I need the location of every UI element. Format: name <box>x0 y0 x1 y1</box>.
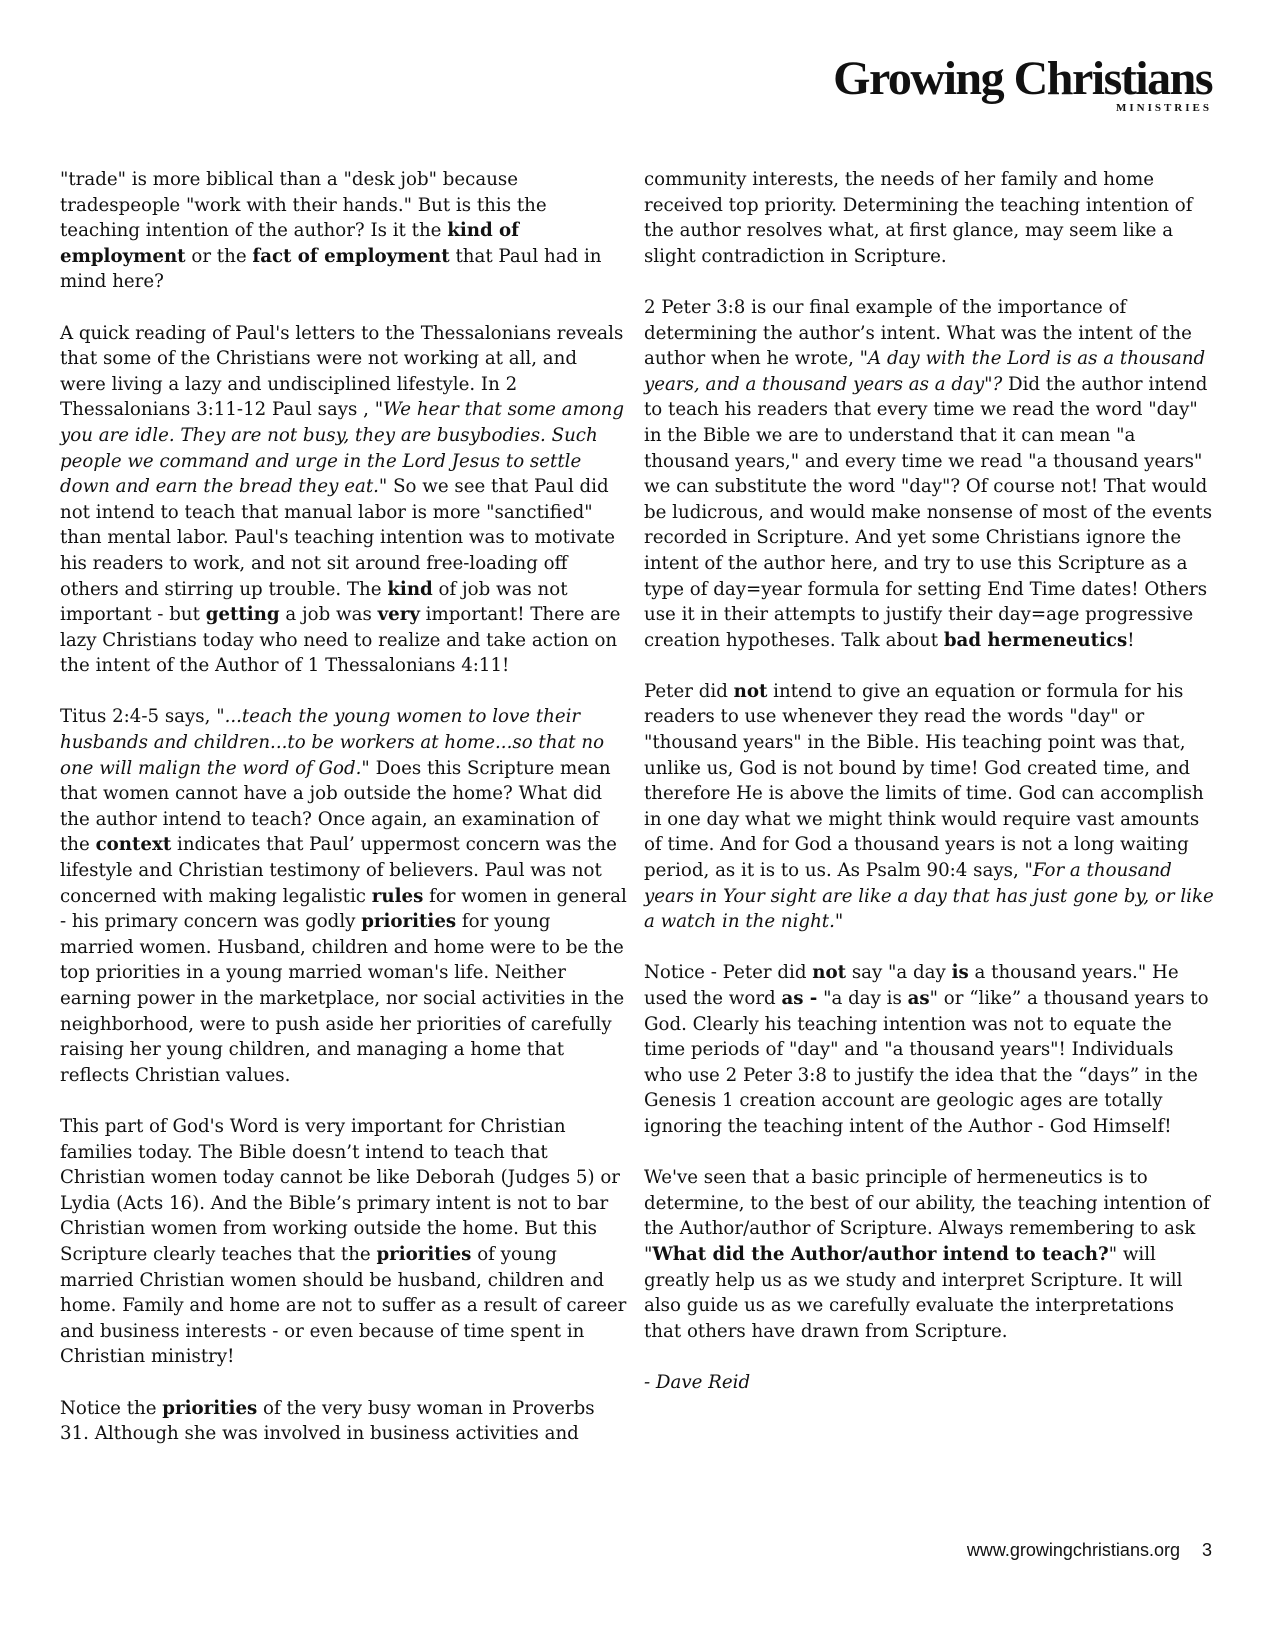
bold-text: as - <box>781 988 818 1009</box>
bold-text: context <box>95 834 172 856</box>
text-run: A quick reading of Paul's letters to the Thessalonians reveals that some of the Christians were not working at all, and were living a lazy and undisciplined lifestyle. In 2 Thessalonians 3:11-12 Paul says , <box>60 322 624 421</box>
paragraph <box>644 960 1216 1139</box>
text-run: intend to give an equation or formula for his readers to use whenever they read the words "day" or "thousand years" in the Bible. His teaching point was that, unlike us, God is not bound by time! God created time, and therefore He is above the limits of time. God can accomplish in one day what we might think would require vast amounts of time. And for God a thousand years is not a long waiting period, as it is to us. As Psalm 90:4 says, <box>644 680 1204 882</box>
text-run: say "a day <box>846 962 952 984</box>
text-run: ! <box>1127 629 1135 651</box>
bold-text: What did the Author/author intend to teach? <box>652 1243 1109 1265</box>
text-run: community interests, the needs of her family and home received top priority. Determining the teaching intention of the author resolves what, at first glance, may seem like a slight contradiction in Scripture. <box>644 169 1193 267</box>
paragraph <box>644 295 1216 653</box>
paragraph <box>60 704 628 1088</box>
right-column <box>644 167 1216 1421</box>
text-run: a thousand years." He used the word <box>644 962 1179 1009</box>
text-run: "trade" is more biblical than a "desk job" because tradespeople "work with their hands." But is this the teaching intention of the author? Is it the <box>60 169 547 242</box>
text-run: that Paul had in mind here? <box>60 245 602 293</box>
left-column <box>60 167 628 1472</box>
text-run: for women in general - his primary concern was godly <box>60 885 627 933</box>
bold-text: is <box>951 962 969 984</box>
text-run: Notice - Peter did <box>644 962 813 984</box>
text-run: important! There are lazy Christians today who need to realize and take action on the intent of the Author of 1 Thessalonians 4:11! <box>60 604 621 677</box>
paragraph <box>644 1370 1216 1396</box>
bold-text: priorities <box>376 1243 472 1265</box>
text-run: We've seen that a basic principle of hermeneutics is to determine, to the best of our ability, the teaching intention of the Author/author of Scripture. Always remembering to ask " <box>644 1167 1210 1265</box>
paragraph <box>60 167 628 295</box>
text-run: " will greatly help us as we study and interpret Scripture. It will also guide us as we carefully evaluate the interpretations that others have drawn from Scripture. <box>644 1243 1183 1342</box>
italic-text: - Dave Reid <box>644 1371 751 1393</box>
bold-text: priorities <box>361 911 457 933</box>
bold-text: kind <box>387 578 433 600</box>
text-run: Did the author intend to teach his readers that every time we read the word "day" in the Bible we are to understand that it can mean "a thousand years," and every time we read "a thousand years" we can substitute the word "day"? Of course not! That would be ludicrous, and would make nonsense of most of the events recorded in Scripture. And yet some Christians ignore the intent of the author here, and try to use this Scripture as a type of day=year formula for setting End Time dates! Others use it in their attempts to justify their day=age progressive creation hypotheses. Talk about <box>644 373 1213 651</box>
italic-text: "A day with the Lord is as a thousand years, and a thousand years as a day"? <box>644 348 1206 395</box>
footer-url: www.growingchristians.org <box>966 1540 1180 1560</box>
bold-text: rules <box>371 885 424 907</box>
paragraph <box>644 1165 1216 1344</box>
text-run: or the <box>185 245 253 267</box>
text-run: Does this Scripture mean that women cannot have a job outside the home? What did the author intend to teach? Once again, an examination of the <box>60 757 611 856</box>
text-run: indicates that Paul’ uppermost concern was the lifestyle and Christian testimony of believers. Paul was not concerned with making legalistic <box>60 834 617 907</box>
text-run: 2 Peter 3:8 is our final example of the importance of determining the author’s intent. What was the intent of the author when he wrote, <box>644 296 1192 370</box>
page-footer <box>967 1540 1212 1561</box>
bold-text: bad hermeneutics <box>943 629 1128 651</box>
text-run: a job was <box>279 604 378 626</box>
logo-subtitle: MINISTRIES <box>1115 102 1212 114</box>
logo-title: Growing Christians <box>833 52 1212 105</box>
paragraph <box>644 679 1216 935</box>
bold-text: as <box>907 988 930 1009</box>
text-run: Notice the <box>60 1397 163 1419</box>
text-run: So we see that Paul did not intend to teach that manual labor is more "sanctified" than mental labor. Paul's teaching intention was to motivate his readers to work, and not sit around free-loading off others and stirring up trouble. The <box>60 476 615 600</box>
text-run: Peter did <box>644 680 734 702</box>
paragraph <box>60 1396 628 1447</box>
paragraph <box>644 167 1216 269</box>
bold-text: priorities <box>162 1397 258 1419</box>
italic-text: "We hear that some among you are idle. They are not busy, they are busybodies. Such people we command and urge in the Lord Jesus to settle down and earn the bread they eat." <box>60 399 625 498</box>
text-run: This part of God's Word is very important for Christian families today. The Bible doesn’t intend to teach that Christian women today cannot be like Deborah (Judges 5) or Lydia (Acts 16). And the Bible’s primary intent is not to bar Christian women from working outside the home. But this Scripture clearly teaches that the <box>60 1115 620 1265</box>
bold-text: fact of employment <box>252 245 450 267</box>
bold-text: getting <box>205 604 280 626</box>
bold-text: kind of employment <box>60 220 519 267</box>
text-run: of job was not important - but <box>60 578 568 626</box>
paragraph <box>60 1114 628 1370</box>
text-run: "a day is <box>817 988 908 1009</box>
text-run: of young married Christian women should be husband, children and home. Family and home are not to suffer as a result of career and business interests - or even because of time spent in Christian ministry! <box>60 1243 627 1368</box>
text-run: Titus 2:4-5 says, <box>60 706 217 728</box>
text-run: " or “like” a thousand years to God. Clearly his teaching intention was not to equate the time periods of "day" and "a thousand years"! Individuals who use 2 Peter 3:8 to justify the idea that the “days” in the Genesis 1 creation account are geologic ages are totally ignoring the teaching intent of the Author - God Himself! <box>644 988 1209 1137</box>
page-number: 3 <box>1201 1540 1212 1560</box>
text-run: for young married women. Husband, children and home were to be the top priorities in a young married woman's life. Neither earning power in the marketplace, nor social activities in the neighborhood, were to push aside her priorities of carefully raising her young children, and managing a home that reflects Christian values. <box>60 911 625 1086</box>
text-run: of the very busy woman in Proverbs 31. Although she was involved in business activities and <box>60 1397 595 1445</box>
italic-text: "For a thousand years in Your sight are like a day that has just gone by, or like a watch in the night." <box>644 860 1214 933</box>
paragraph <box>60 321 628 679</box>
italic-text: "...teach the young women to love their husbands and children...to be workers at home...so that no one will malign the word of God." <box>60 706 605 779</box>
bold-text: not <box>812 962 847 984</box>
bold-text: very <box>377 604 420 626</box>
bold-text: not <box>733 680 768 702</box>
ministry-logo <box>833 52 1212 114</box>
